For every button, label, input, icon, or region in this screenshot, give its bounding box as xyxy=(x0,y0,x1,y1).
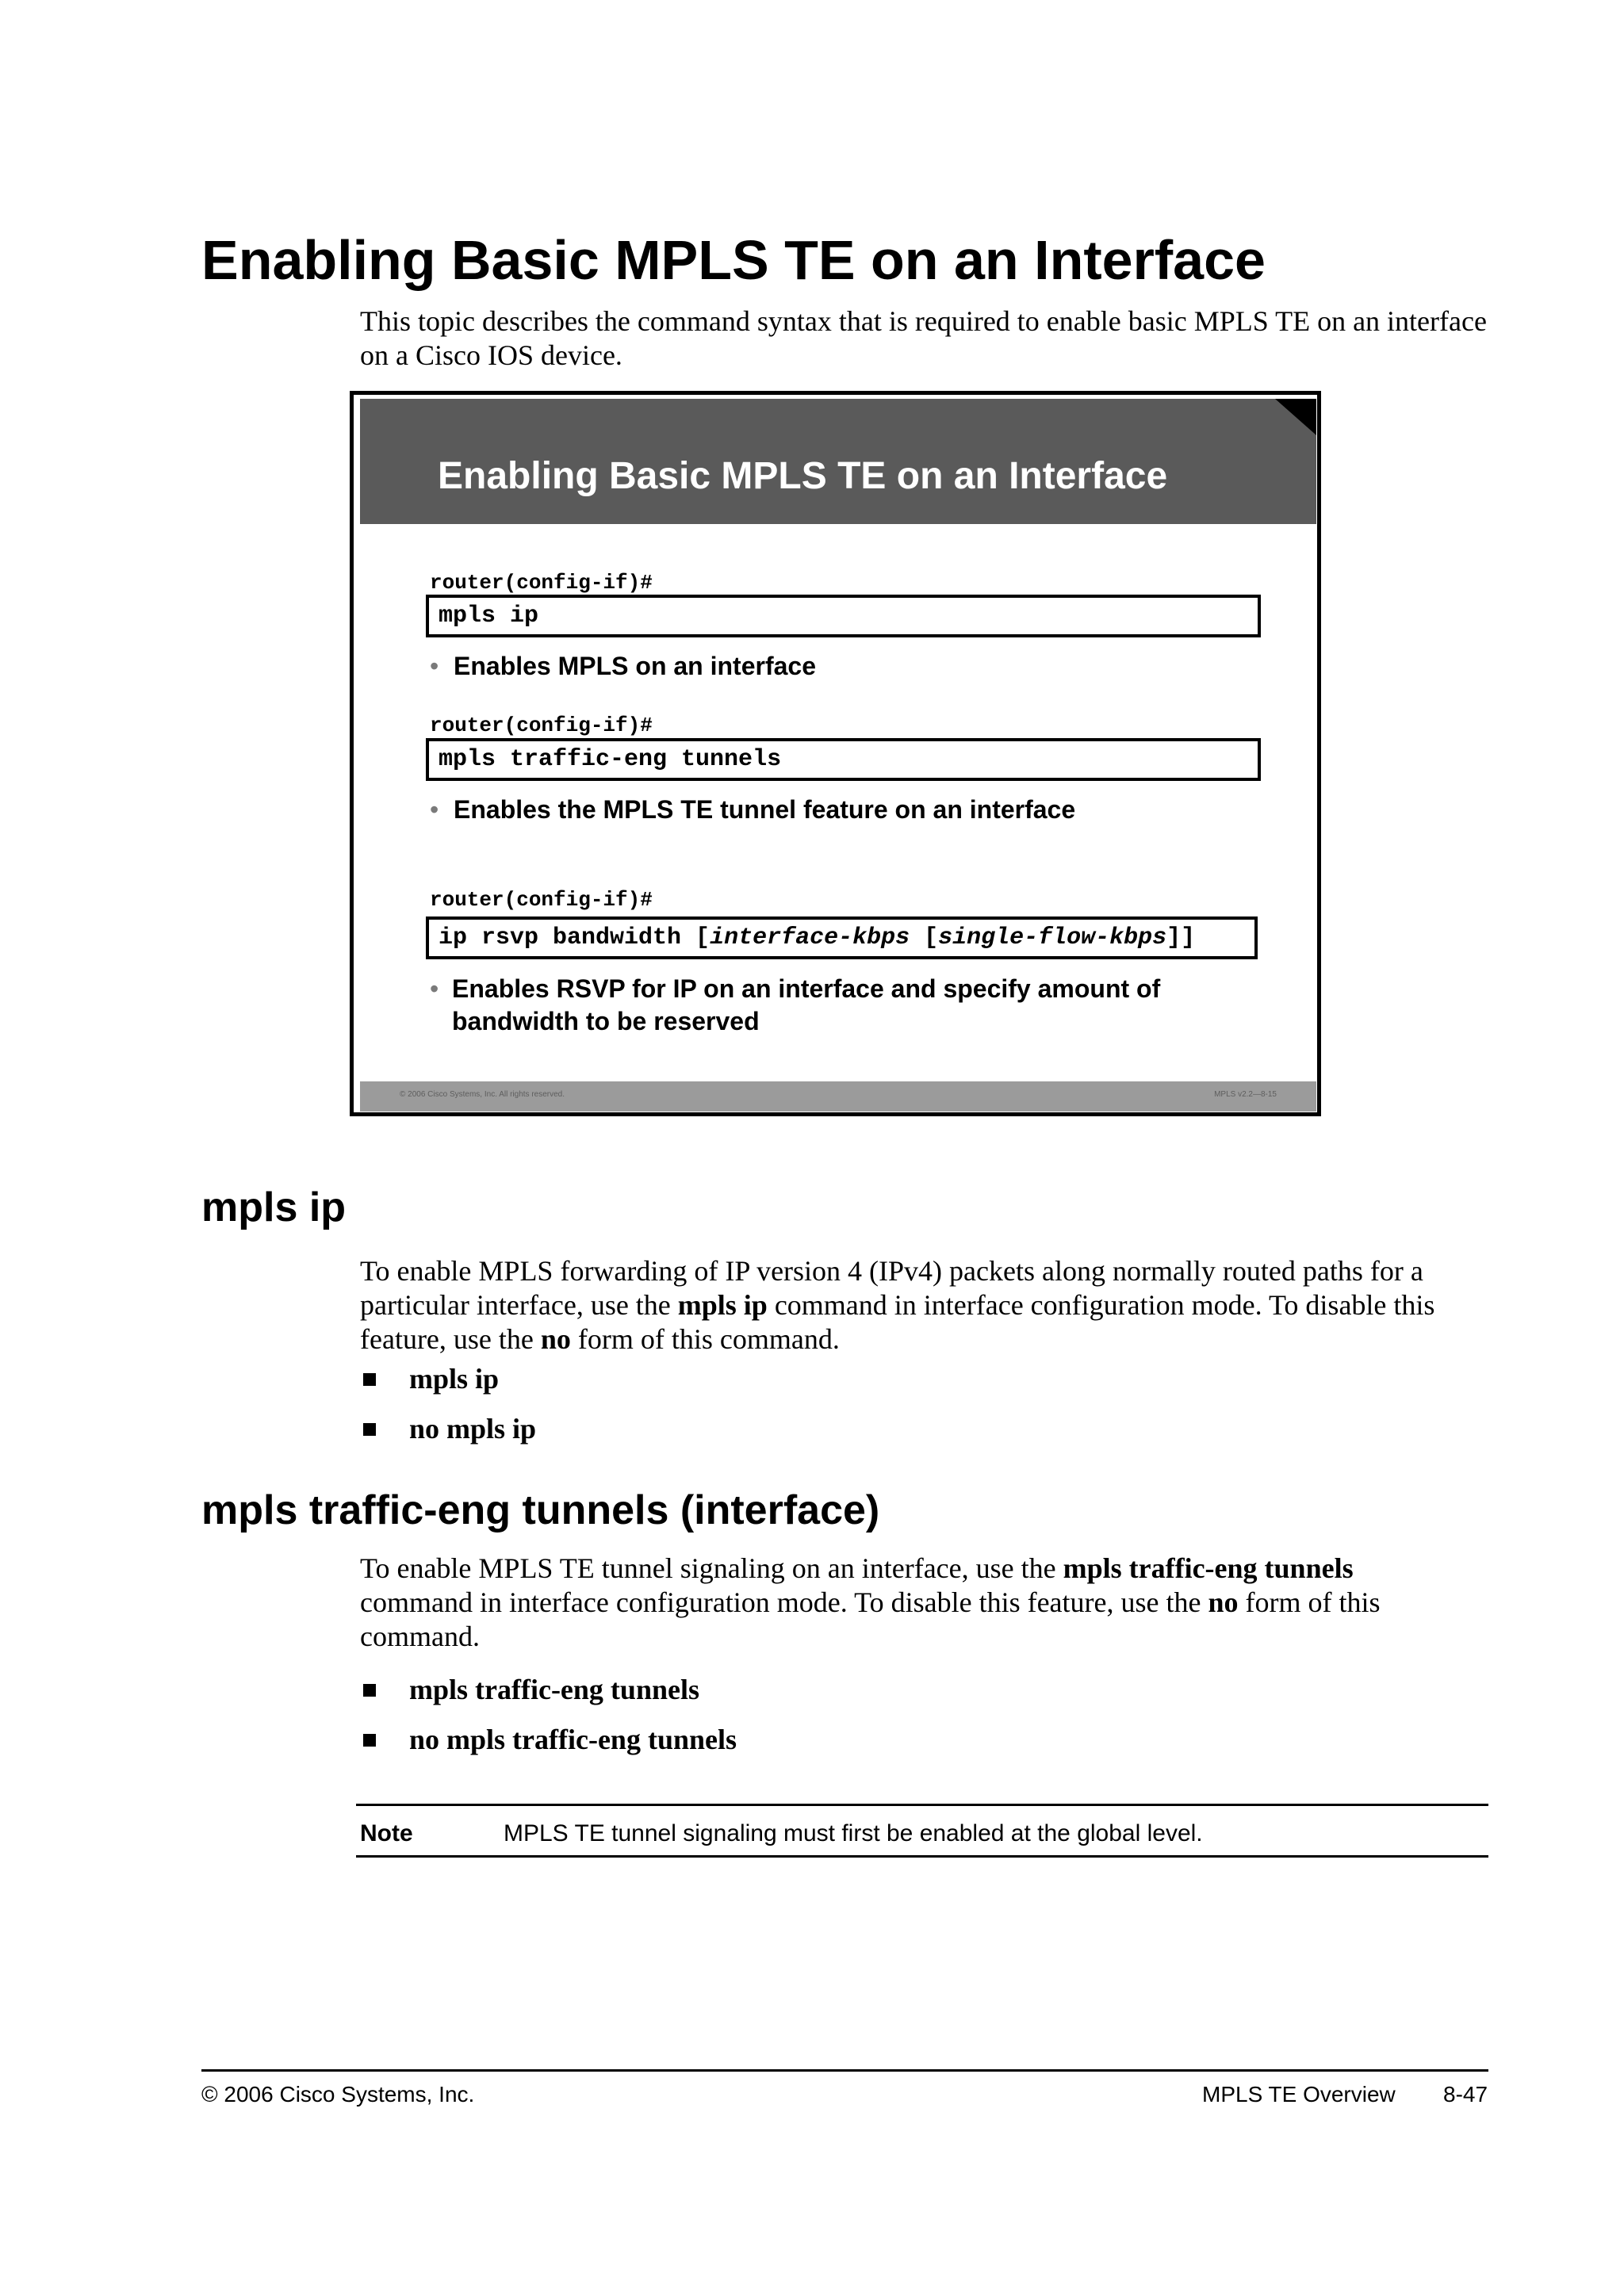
slide-bullet-2: Enables the MPLS TE tunnel feature on an interface xyxy=(454,795,1076,824)
slide-prompt-1: router(config-if)# xyxy=(430,571,653,595)
footer-page-number: 8-47 xyxy=(1443,2082,1488,2107)
slide-bullet-1: Enables MPLS on an interface xyxy=(454,652,816,680)
command-box-ip-rsvp-bandwidth: ip rsvp bandwidth [interface-kbps [single-flow-kbps]] xyxy=(426,916,1258,959)
slide-bullet-dot: • xyxy=(430,652,439,680)
slide-bullet-dot: • xyxy=(430,795,439,824)
bullet-square xyxy=(363,1734,376,1747)
note-bottom-rule xyxy=(356,1855,1488,1858)
footer-rule xyxy=(201,2069,1488,2072)
note-label: Note xyxy=(360,1820,413,1846)
slide-footer-bar xyxy=(360,1081,1316,1112)
slide-prompt-2: router(config-if)# xyxy=(430,714,653,737)
bullet-mpls-ip: mpls ip xyxy=(409,1363,500,1395)
section-heading-mpls-ip: mpls ip xyxy=(201,1184,347,1230)
section-paragraph-mpls-traffic-eng: To enable MPLS TE tunnel signaling on an interface, use the mpls traffic-eng tunnels command in interface configuration mode. To disable this feature, use the no form of this command. xyxy=(360,1552,1381,1652)
note-text: MPLS TE tunnel signaling must first be enabled at the global level. xyxy=(504,1820,1203,1846)
note-top-rule xyxy=(356,1804,1488,1806)
bullet-square xyxy=(363,1684,376,1697)
bullet-no-mpls-traffic-eng-tunnels: no mpls traffic-eng tunnels xyxy=(409,1724,737,1755)
slide-footer-course: MPLS v2.2—8-15 xyxy=(1214,1090,1277,1099)
slide-prompt-3: router(config-if)# xyxy=(430,888,653,912)
slide-bullet-dot: • xyxy=(430,974,439,1003)
slide-bullet-3-line1: Enables RSVP for IP on an interface and specify amount of xyxy=(452,974,1161,1003)
bullet-square xyxy=(363,1373,376,1386)
command-box-mpls-traffic-eng: mpls traffic-eng tunnels xyxy=(426,738,1261,781)
bullet-square xyxy=(363,1423,376,1436)
section-heading-mpls-traffic-eng: mpls traffic-eng tunnels (interface) xyxy=(201,1487,880,1533)
command-box-mpls-ip: mpls ip xyxy=(426,595,1261,637)
intro-paragraph: This topic describes the command syntax that is required to enable basic MPLS TE on an interface on a Cisco IOS device. xyxy=(360,305,1487,371)
footer-course-title: MPLS TE Overview xyxy=(1202,2082,1396,2107)
slide-title: Enabling Basic MPLS TE on an Interface xyxy=(438,455,1168,497)
slide-bullet-3-line2: bandwidth to be reserved xyxy=(452,1007,760,1035)
bullet-mpls-traffic-eng-tunnels: mpls traffic-eng tunnels xyxy=(409,1674,699,1705)
bullet-no-mpls-ip: no mpls ip xyxy=(409,1413,537,1445)
footer-copyright: © 2006 Cisco Systems, Inc. xyxy=(201,2082,475,2107)
section-paragraph-mpls-ip: To enable MPLS forwarding of IP version 4 (IPv4) packets along normally routed paths for a particular interface, use the mpls ip command in interface configuration mode. To disable this feature, use the no form of this command. xyxy=(360,1255,1435,1355)
slide-corner-triangle xyxy=(1275,399,1316,435)
slide-footer-copyright: © 2006 Cisco Systems, Inc. All rights reserved. xyxy=(400,1090,565,1099)
page-title: Enabling Basic MPLS TE on an Interface xyxy=(201,229,1266,291)
